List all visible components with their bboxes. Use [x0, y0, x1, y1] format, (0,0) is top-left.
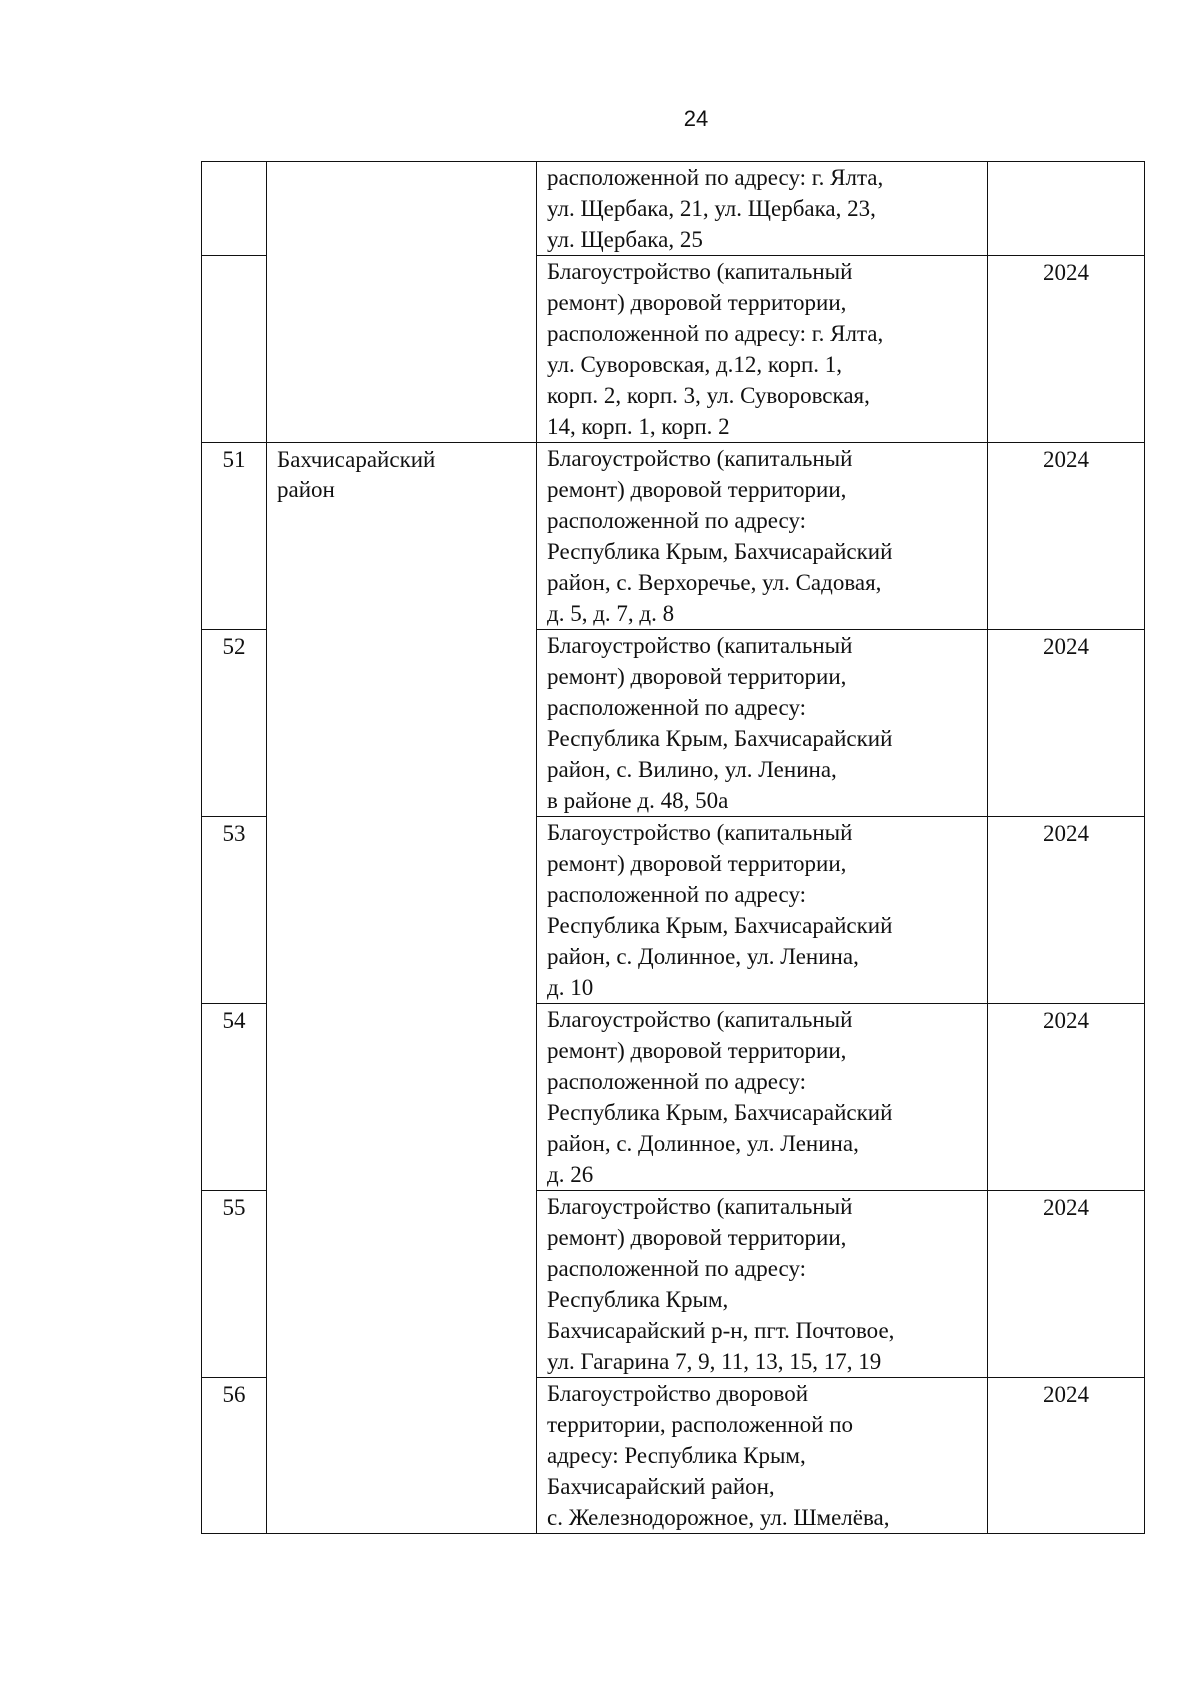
row-number-cell: 52 [202, 630, 267, 817]
year-cell: 2024 [988, 256, 1145, 443]
page-number: 24 [683, 106, 709, 131]
year-cell: 2024 [988, 817, 1145, 1004]
year-cell: 2024 [988, 1378, 1145, 1534]
table-row [202, 162, 1145, 256]
address-table [201, 161, 1145, 1534]
description-cell: Благоустройство (капитальный ремонт) дворовой территории, расположенной по адресу: Республика Крым, Бахчисарайский район, с. Вилино, ул. Ленина, в районе д. 48, 50а [537, 630, 988, 817]
row-number-cell: 56 [202, 1378, 267, 1534]
row-number-cell [202, 162, 267, 256]
description-cell: Благоустройство (капитальный ремонт) дворовой территории, расположенной по адресу: Республика Крым, Бахчисарайский район, с. Долинное, ул. Ленина, д. 10 [537, 817, 988, 1004]
description-cell: расположенной по адресу: г. Ялта, ул. Щербака, 21, ул. Щербака, 23, ул. Щербака, 25 [537, 162, 988, 256]
year-cell [988, 162, 1145, 256]
row-number-cell: 51 [202, 443, 267, 630]
table-row [202, 443, 1145, 630]
row-number-cell: 54 [202, 1004, 267, 1191]
description-cell: Благоустройство (капитальный ремонт) дворовой территории, расположенной по адресу: Республика Крым, Бахчисарайский район, с. Долинное, ул. Ленина, д. 26 [537, 1004, 988, 1191]
description-cell: Благоустройство (капитальный ремонт) дворовой территории, расположенной по адресу: Республика Крым, Бахчисарайский р-н, пгт. Почтовое, ул. Гагарина 7, 9, 11, 13, 15, 17, 19 [537, 1191, 988, 1378]
district-cell: Бахчисарайский район [267, 443, 537, 1534]
row-number-cell [202, 256, 267, 443]
description-cell: Благоустройство (капитальный ремонт) дворовой территории, расположенной по адресу: г. Ялта, ул. Суворовская, д.12, корп. 1, корп. 2, корп. 3, ул. Суворовская, 14, корп. 1, корп. 2 [537, 256, 988, 443]
year-cell: 2024 [988, 1004, 1145, 1191]
description-cell: Благоустройство (капитальный ремонт) дворовой территории, расположенной по адресу: Республика Крым, Бахчисарайский район, с. Верхоречье, ул. Садовая, д. 5, д. 7, д. 8 [537, 443, 988, 630]
year-cell: 2024 [988, 1191, 1145, 1378]
year-cell: 2024 [988, 443, 1145, 630]
district-cell [267, 162, 537, 443]
row-number-cell: 55 [202, 1191, 267, 1378]
year-cell: 2024 [988, 630, 1145, 817]
row-number-cell: 53 [202, 817, 267, 1004]
description-cell: Благоустройство дворовой территории, расположенной по адресу: Республика Крым, Бахчисарайский район, с. Железнодорожное, ул. Шмелёва, [537, 1378, 988, 1534]
